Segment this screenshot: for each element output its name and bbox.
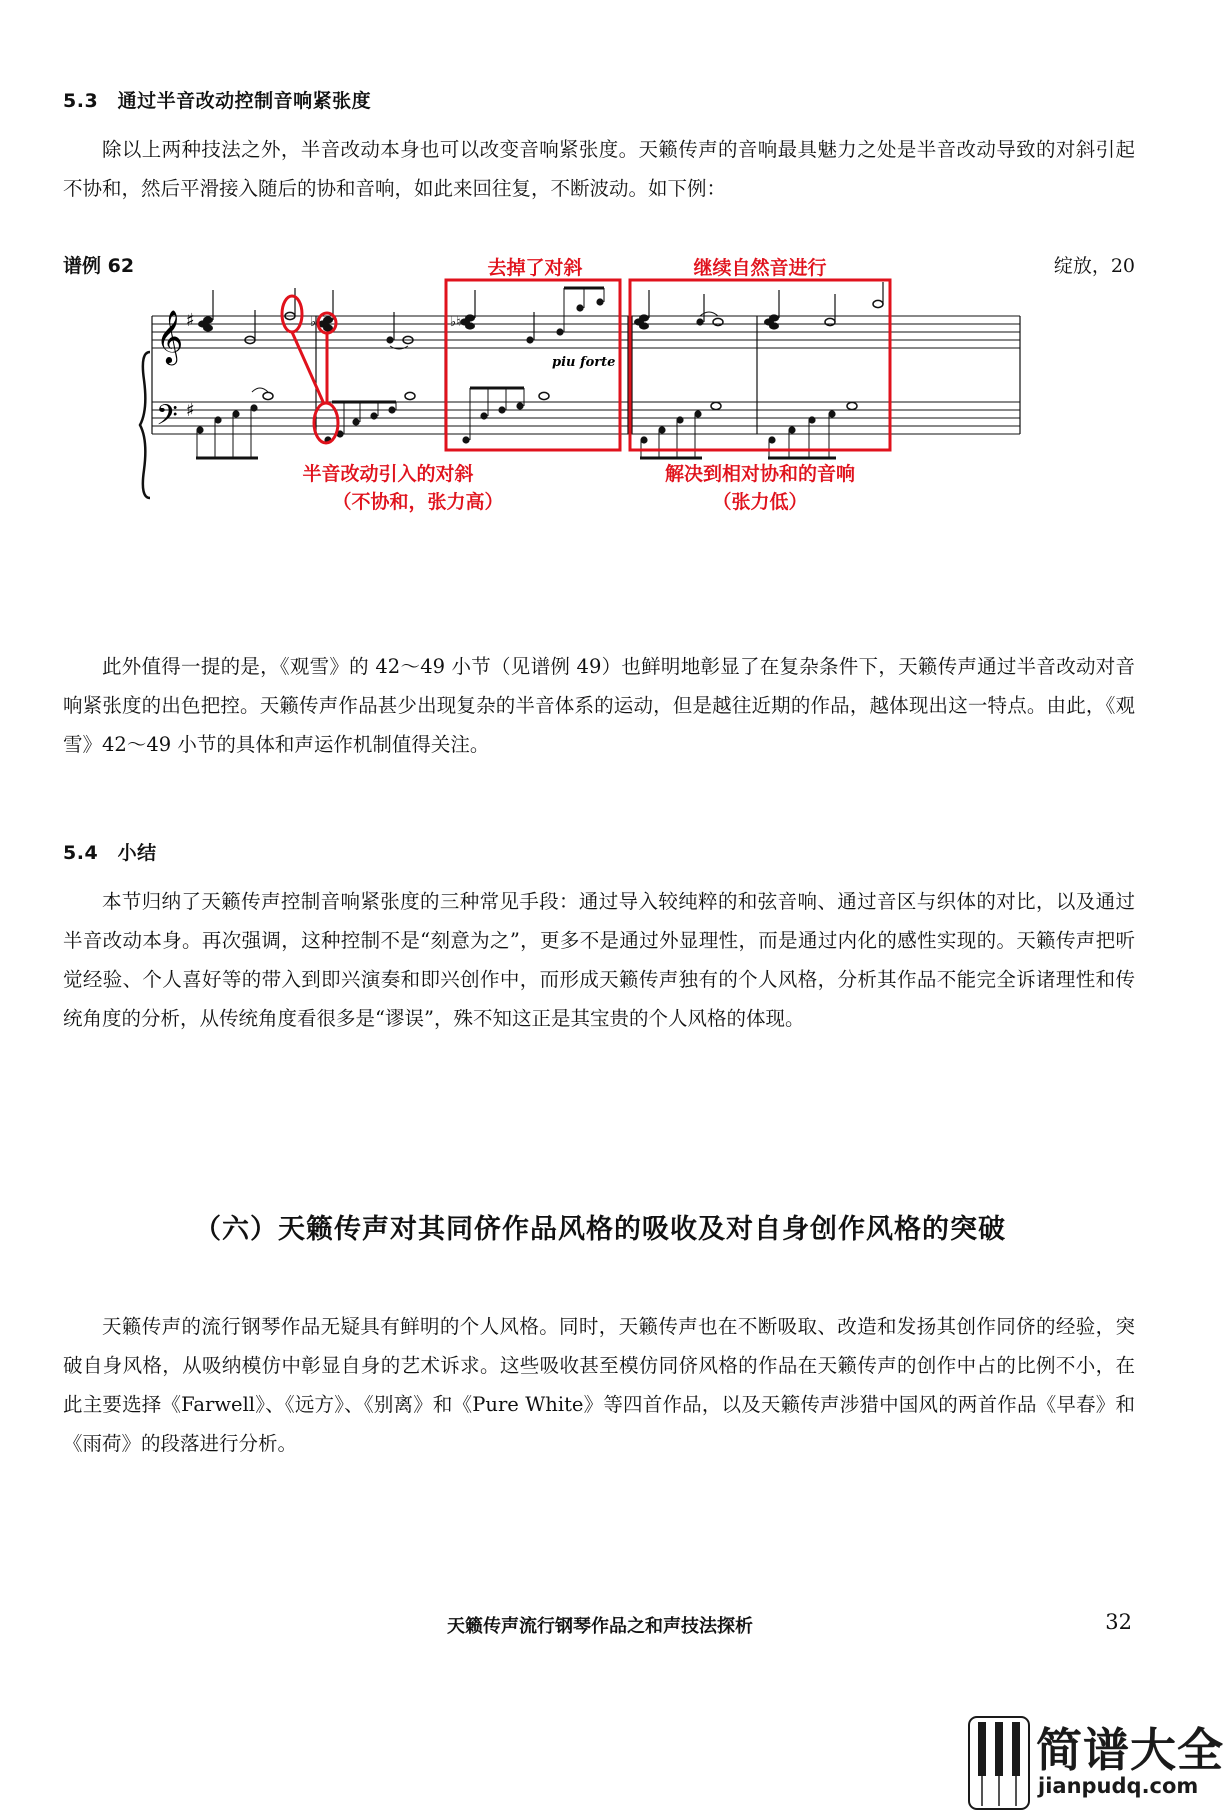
box-continue-diatonic [630,280,890,450]
watermark-url: jianpudq.com [1038,1774,1199,1798]
site-watermark [968,1714,1224,1814]
grand-staff-brace [140,352,150,498]
dynamic-marking: piu forte [552,355,616,370]
music-score-example [140,257,1040,600]
annotation-chromatic-line1: 半音改动引入的对斜 [302,463,474,485]
paragraph-chapter-intro [63,1307,1135,1463]
example-reference: 绽放，20 [1053,255,1135,277]
paragraph-text: 本节归纳了天籁传声控制音响紧张度的三种常见手段：通过导入较纯粹的和弦音响、通过音区与织体的对比，以及通过半音改动本身。再次强调，这种控制不是“刻意为之”，更多不是通过外显理性，而是通过内化的感性实现的。天籁传声把听觉经验、个人喜好等的带入到即兴演奏和即兴创作中，而形成天籁传声独有的个人风格，分析其作品不能完全诉诸理性和传统角度的分析，从传统角度看很多是“谬误”，殊不知这正是其宝贵的个人风格的体现。 [63,890,1135,1030]
paragraph-text: 此外值得一提的是，《观雪》的 42～49 小节（见谱例 49）也鲜明地彰显了在复杂条件下，天籁传声通过半音改动对音响紧张度的出色把控。天籁传声作品甚少出现复杂的半音体系的运动，但是越往近期的作品，越体现出这一特点。由此，《观雪》42～49 小节的具体和声运作机制值得关注。 [63,655,1135,756]
key-signature-sharp: ♯ [186,310,195,331]
svg-text:♭♮: ♭♮ [450,315,461,330]
watermark-text: 简谱大全 [1036,1723,1224,1777]
paragraph-5-4 [63,882,1135,1038]
annotation-continue-diatonic: 继续自然音进行 [693,257,827,279]
paragraph-text: 除以上两种技法之外，半音改动本身也可以改变音响紧张度。天籁传声的音响最具魅力之处是半音改动导致的对斜引起不协和，然后平滑接入随后的协和音响，如此来回往复，不断波动。如下例： [63,138,1135,200]
key-signature-sharp: ♯ [186,400,195,421]
bass-clef: 𝄢 [156,399,178,439]
svg-text:♭♮: ♭♮ [310,315,321,330]
notes-measure-4-5 [634,282,883,458]
chapter-title: （六）天籁传声对其同侪作品风格的吸收及对自身创作风格的突破 [194,1214,1006,1245]
annotation-resolve-line2: （张力低） [712,491,808,513]
section-heading-5-4: 5.4 小结 [63,842,157,864]
paragraph-text: 天籁传声的流行钢琴作品无疑具有鲜明的个人风格。同时，天籁传声也在不断吸取、改造和发扬其创作同侪的经验，突破自身风格，从吸纳模仿中彰显自身的艺术诉求。这些吸收甚至模仿同侪风格的作品在天籁传声的创作中占的比例不小，在此主要选择《Farwell》、《远方》、《别离》和《Pure White》等四首作品，以及天籁传声涉猎中国风的两首作品《早春》和《雨荷》的段落进行分析。 [63,1315,1135,1455]
annotation-remove-cross-relation: 去掉了对斜 [487,257,583,279]
annotation-resolve-line1: 解决到相对协和的音响 [664,463,856,485]
notes-measure-1 [196,288,295,458]
page-number: 32 [1105,1610,1132,1634]
section-heading-5-3: 5.3 通过半音改动控制音响紧张度 [63,90,372,112]
treble-clef: 𝄞 [156,309,184,363]
paragraph-after-example [63,647,1135,764]
footer-title: 天籁传声流行钢琴作品之和声技法探析 [447,1616,753,1637]
piano-keys-logo-icon [968,1716,1030,1810]
paragraph-5-3 [63,130,1135,208]
annotation-chromatic-line2: （不协和，张力高） [332,491,504,513]
example-label: 谱例 62 [63,255,135,277]
circle-bass-note [314,403,338,443]
